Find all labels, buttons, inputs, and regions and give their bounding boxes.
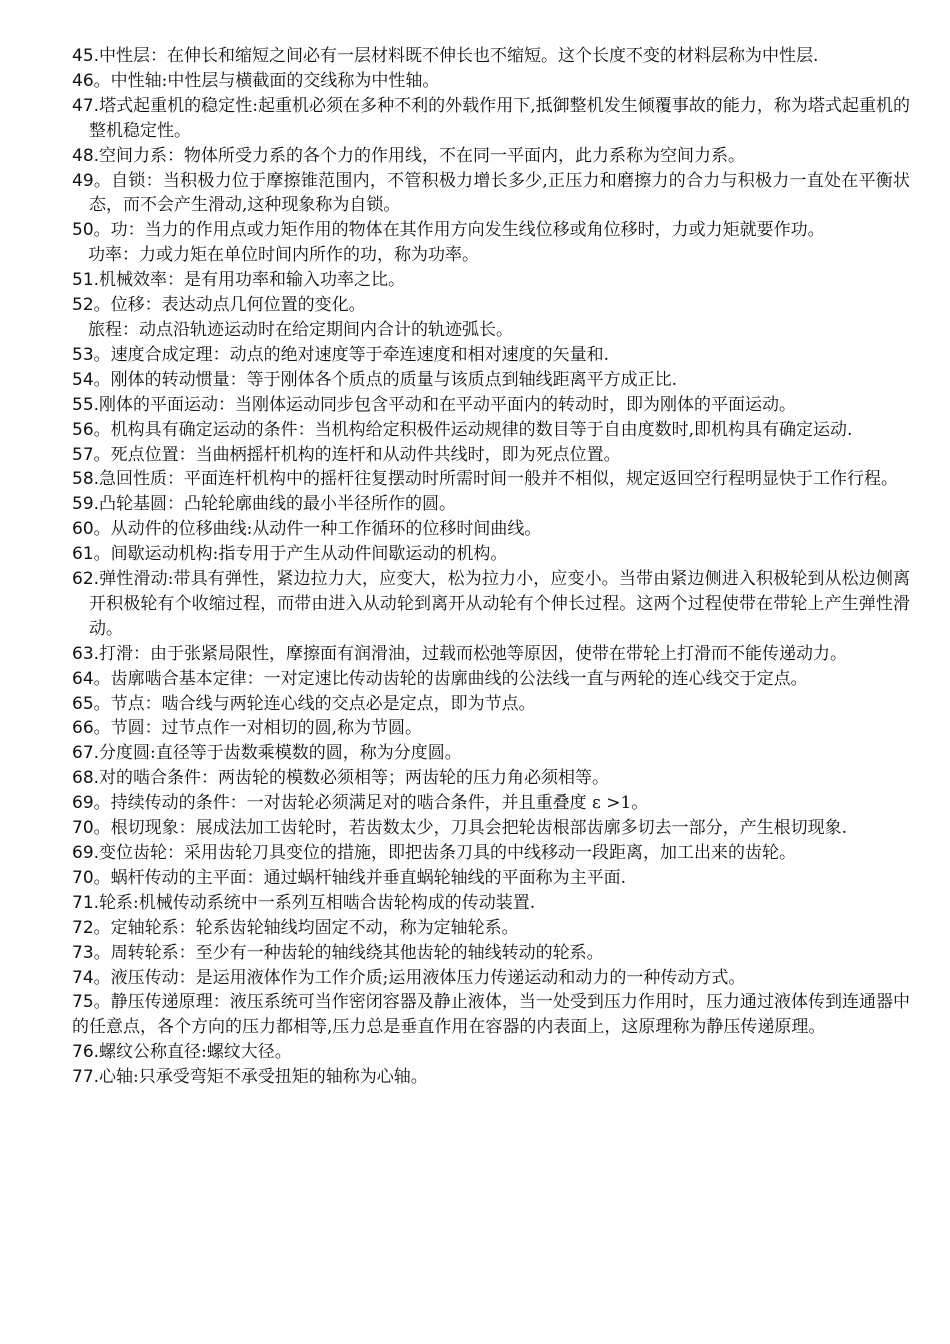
definition-entry [72, 567, 910, 642]
entry-text: 节圆：过节点作一对相切的圆,称为节圆。 [110, 718, 423, 739]
entry-text: 打滑：由于张紧局限性，摩擦面有润滑油，过载而松弛等原因，使带在带轮上打滑而不能传递动力。 [99, 643, 848, 664]
entry-text: 塔式起重机的稳定性:起重机必须在多种不利的外载作用下,抵御整机发生倾覆事故的能力，称为塔式起重机的整机稳定性。 [89, 95, 910, 141]
entry-number: 69. [72, 843, 100, 863]
entry-text: 从动件的位移曲线:从动件一种工作循环的位移时间曲线。 [110, 519, 542, 540]
entry-text: 旅程：动点沿轨迹运动时在给定期间内合计的轨迹弧长。 [88, 319, 513, 340]
entry-number: 61。 [72, 544, 111, 565]
definition-sub-entry [72, 243, 910, 268]
entry-text: 空间力系：物体所受力系的各个力的作用线，不在同一平面内，此力系称为空间力系。 [99, 145, 746, 166]
entry-number: 56。 [72, 419, 111, 440]
entry-text: 机构具有确定运动的条件：当机构给定积极件运动规律的数目等于自由度数时,即机构具有确定运动. [110, 419, 853, 440]
entry-number: 49。 [72, 170, 112, 191]
entry-text: 周转轮系：至少有一种齿轮的轴线绕其他齿轮的轴线转动的轮系。 [110, 942, 604, 963]
definition-entry [72, 916, 910, 941]
definition-entry [72, 766, 910, 791]
entry-text: 持续传动的条件：一对齿轮必须满足对的啮合条件，并且重叠度 ε >1。 [110, 793, 649, 814]
definition-entry [72, 990, 910, 1040]
definition-sub-entry [72, 318, 910, 343]
definition-entry [72, 741, 910, 766]
definition-entry [72, 816, 910, 841]
entry-number: 60。 [72, 519, 111, 540]
entry-number: 70。 [72, 867, 111, 888]
entry-text: 急回性质：平面连杆机构中的摇杆往复摆动时所需时间一般并不相似，规定返回空行程明显快于工作行程。 [99, 469, 899, 490]
entry-text: 分度圆:直径等于齿数乘模数的圆，称为分度圆。 [99, 743, 462, 764]
definition-entry [72, 941, 910, 966]
entry-text: 机械效率：是有用功率和输入功率之比。 [99, 270, 406, 291]
entry-number: 65。 [72, 693, 111, 714]
entry-number: 72。 [72, 917, 111, 938]
entry-text: 定轴轮系：轮系齿轮轴线均固定不动，称为定轴轮系。 [110, 917, 519, 938]
definition-entry [72, 368, 910, 393]
definition-entry [72, 1040, 910, 1065]
entry-text: 对的啮合条件：两齿轮的模数必须相等；两齿轮的压力角必须相等。 [99, 768, 610, 789]
entry-number: 48. [72, 145, 100, 166]
entry-text: 功率：力或力矩在单位时间内所作的功，称为功率。 [88, 245, 479, 266]
entry-number: 70。 [72, 818, 111, 839]
entry-number: 53。 [72, 344, 111, 365]
entry-number: 55. [72, 394, 100, 415]
entry-text: 死点位置：当曲柄摇杆机构的连杆和从动件共线时，即为死点位置。 [110, 444, 621, 465]
definition-entry [72, 69, 910, 94]
entry-text: 静压传递原理：液压系统可当作密闭容器及静止液体，当一处受到压力作用时，压力通过液体传到连通器中的任意点，各个方向的压力都相等,压力总是垂直作用在容器的内表面上，这原理称为静压传递原理。 [72, 992, 910, 1038]
entry-number: 77. [72, 1067, 100, 1088]
definition-entry [72, 692, 910, 717]
entry-text: 中性层：在伸长和缩短之间必有一层材料既不伸长也不缩短。这个长度不变的材料层称为中性层. [99, 46, 819, 66]
definition-entry [72, 492, 910, 517]
entry-text: 速度合成定理：动点的绝对速度等于牵连速度和相对速度的矢量和. [110, 344, 610, 365]
definitions-list [72, 44, 910, 1090]
entry-text: 刚体的转动惯量：等于刚体各个质点的质量与该质点到轴线距离平方成正比. [110, 369, 678, 390]
entry-text: 轮系:机械传动系统中一系列互相啮合齿轮构成的传动装置. [99, 892, 536, 913]
definition-entry [72, 667, 910, 692]
entry-number: 47. [72, 95, 100, 116]
definition-entry [72, 268, 910, 293]
definition-entry [72, 1065, 910, 1090]
entry-text: 凸轮基圆：凸轮轮廓曲线的最小半径所作的圆。 [99, 494, 457, 515]
entry-text: 位移：表达动点几何位置的变化。 [110, 295, 366, 316]
entry-number: 71. [72, 892, 100, 913]
definition-entry [72, 791, 910, 816]
entry-number: 76. [72, 1042, 100, 1063]
definition-entry [72, 44, 910, 69]
entry-number: 66。 [72, 718, 111, 739]
entry-text: 心轴:只承受弯矩不承受扭矩的轴称为心轴。 [99, 1067, 428, 1088]
definition-entry [72, 866, 910, 891]
entry-number: 59. [72, 494, 100, 515]
definition-entry [72, 393, 910, 418]
entry-number: 68. [72, 768, 100, 789]
entry-text: 功：当力的作用点或力矩作用的物体在其作用方向发生线位移或角位移时，力或力矩就要作功。 [110, 220, 825, 241]
entry-text: 根切现象：展成法加工齿轮时，若齿数太少，刀具会把轮齿根部齿廓多切去一部分，产生根切现象. [110, 818, 848, 839]
entry-number: 69。 [72, 793, 111, 814]
entry-number: 64。 [72, 668, 111, 689]
entry-text: 间歇运动机构:指专用于产生从动件间歇运动的机构。 [110, 544, 508, 565]
entry-text: 弹性滑动:带具有弹性，紧边拉力大，应变大，松为拉力小，应变小。当带由紧边侧进入积极轮到从松边侧离开积极轮有个收缩过程，而带由进入从动轮到离开从动轮有个伸长过程。这两个过程使带在带轮上产生弹性滑动。 [89, 569, 910, 639]
definition-entry [72, 169, 910, 219]
definition-entry [72, 418, 910, 443]
entry-number: 75。 [72, 992, 111, 1013]
entry-number: 62. [72, 569, 100, 590]
definition-entry [72, 94, 910, 144]
definition-entry [72, 841, 910, 866]
entry-number: 45. [72, 46, 100, 66]
entry-text: 液压传动：是运用液体作为工作介质;运用液体压力传递运动和动力的一种传动方式。 [110, 967, 746, 988]
definition-entry [72, 443, 910, 468]
definition-entry [72, 891, 910, 916]
entry-text: 齿廓啮合基本定律：一对定速比传动齿轮的齿廓曲线的公法线一直与两轮的连心线交于定点。 [110, 668, 808, 689]
entry-text: 蜗杆传动的主平面：通过蜗杆轴线并垂直蜗轮轴线的平面称为主平面. [110, 867, 627, 888]
entry-number: 63. [72, 643, 100, 664]
entry-text: 节点：啮合线与两轮连心线的交点必是定点，即为节点。 [110, 693, 536, 714]
entry-number: 46。 [72, 70, 111, 91]
entry-number: 52。 [72, 295, 111, 316]
definition-entry [72, 467, 910, 492]
definition-entry [72, 293, 910, 318]
entry-number: 57。 [72, 444, 111, 465]
definition-entry [72, 144, 910, 169]
entry-number: 50。 [72, 220, 111, 241]
entry-number: 67. [72, 743, 100, 764]
definition-entry [72, 716, 910, 741]
definition-entry [72, 542, 910, 567]
definition-entry [72, 218, 910, 243]
definition-entry [72, 642, 910, 667]
definition-entry [72, 343, 910, 368]
entry-text: 螺纹公称直径:螺纹大径。 [99, 1042, 292, 1063]
entry-number: 73。 [72, 942, 111, 963]
entry-text: 刚体的平面运动：当刚体运动同步包含平动和在平动平面内的转动时，即为刚体的平面运动。 [99, 394, 797, 415]
definition-entry [72, 966, 910, 991]
entry-text: 自锁：当积极力位于摩擦锥范围内，不管积极力增长多少,正压力和磨擦力的合力与积极力一直处在平衡状态，而不会产生滑动,这种现象称为自锁。 [89, 170, 910, 216]
entry-number: 58. [72, 469, 100, 490]
entry-text: 中性轴:中性层与横截面的交线称为中性轴。 [110, 70, 440, 91]
entry-number: 51. [72, 270, 100, 291]
entry-number: 54。 [72, 369, 111, 390]
entry-number: 74。 [72, 967, 111, 988]
entry-text: 变位齿轮：采用齿轮刀具变位的措施，即把齿条刀具的中线移动一段距离，加工出来的齿轮。 [99, 843, 797, 863]
definition-entry [72, 517, 910, 542]
